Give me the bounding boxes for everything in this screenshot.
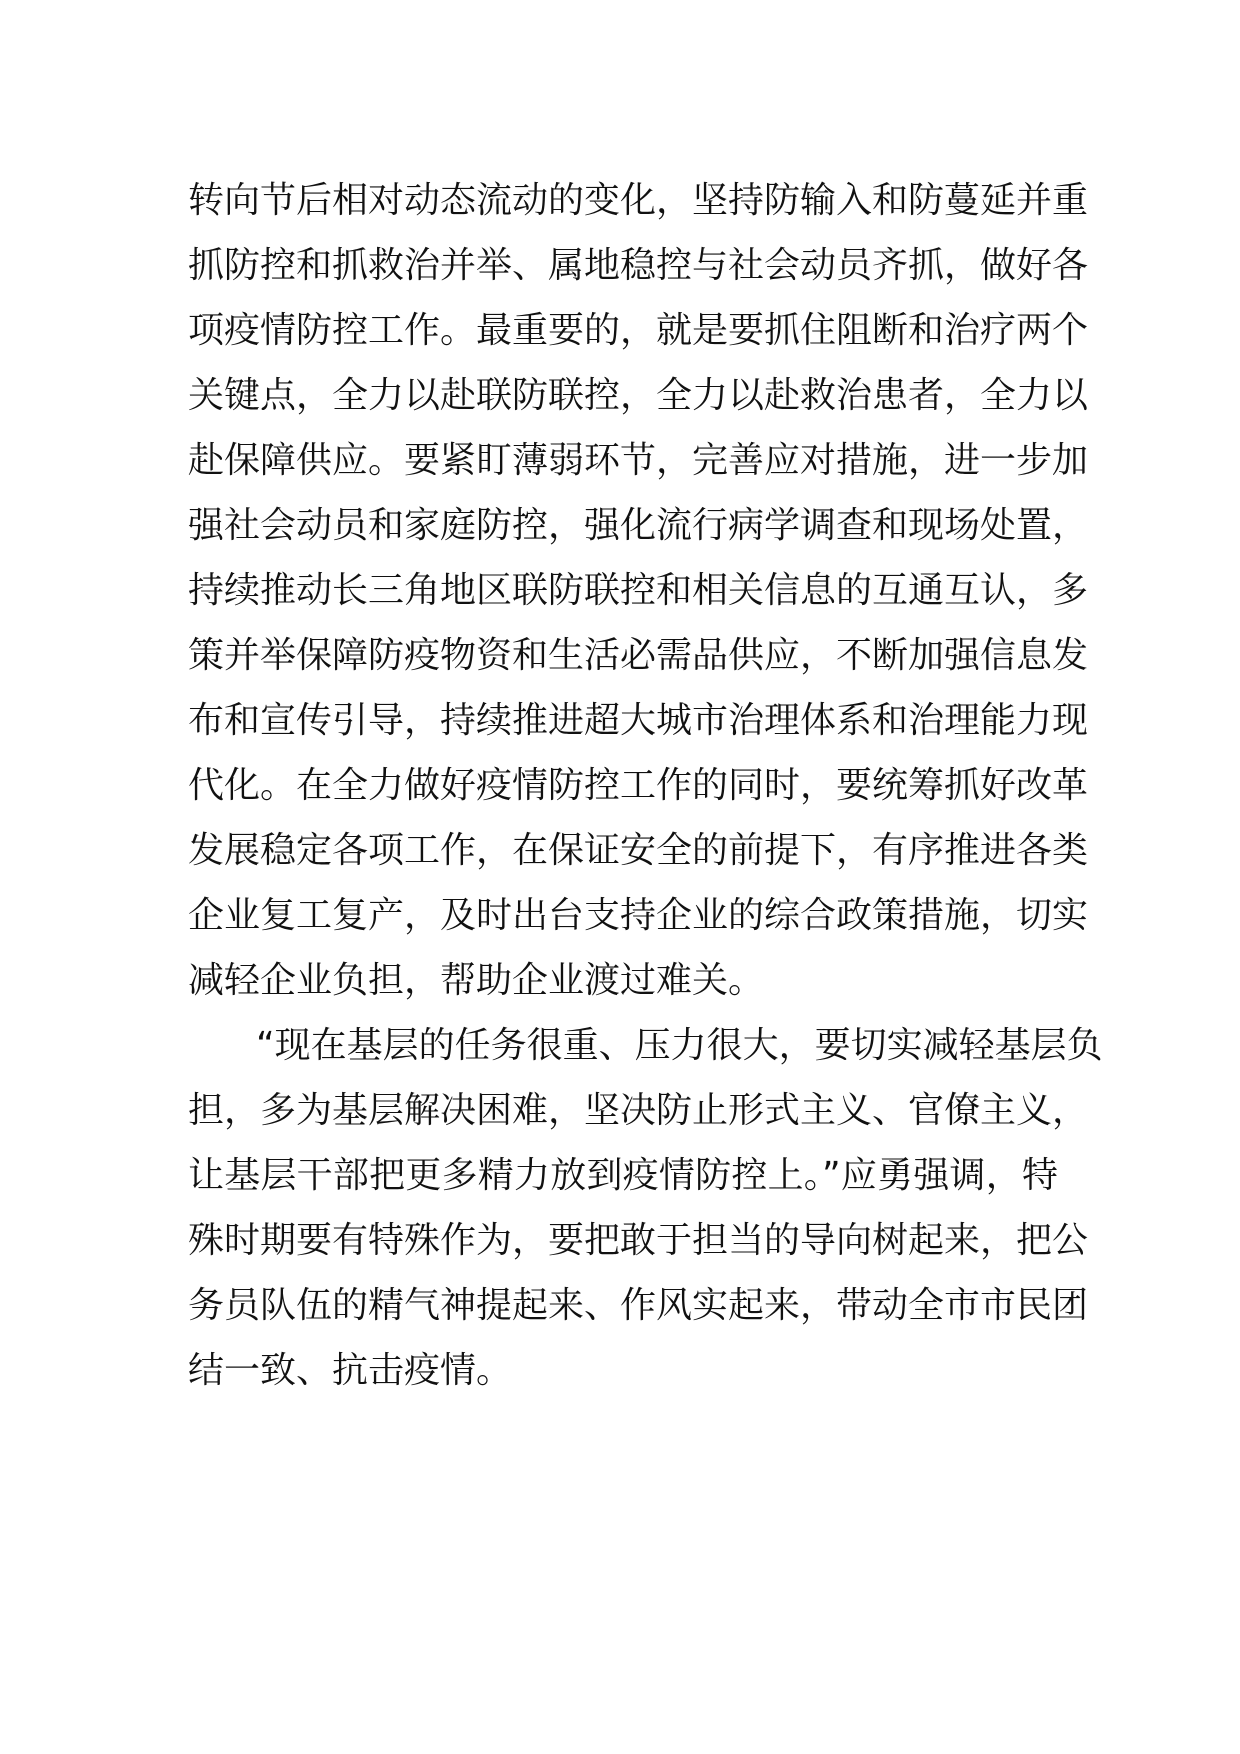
text-line: 强社会动员和家庭防控，强化流行病学调查和现场处置， xyxy=(188,505,1089,546)
text-line: 持续推动长三角地区联防联控和相关信息的互通互认，多 xyxy=(188,570,1089,611)
text-line: 关键点，全力以赴联防联控，全力以赴救治患者，全力以 xyxy=(188,375,1089,416)
text-line: 布和宣传引导，持续推进超大城市治理体系和治理能力现 xyxy=(188,700,1089,741)
paragraph-1 xyxy=(188,168,1089,1013)
text-line: 让基层干部把更多精力放到疫情防控上。”应勇强调，特 xyxy=(188,1155,1058,1196)
text-line: 减轻企业负担，帮助企业渡过难关。 xyxy=(188,960,765,1001)
text-line: 企业复工复产，及时出台支持企业的综合政策措施，切实 xyxy=(188,895,1089,936)
text-line: 发展稳定各项工作，在保证安全的前提下，有序推进各类 xyxy=(188,830,1089,871)
text-line: “现在基层的任务很重、压力很大，要切实减轻基层负 xyxy=(256,1025,1103,1066)
text-line: 策并举保障防疫物资和生活必需品供应，不断加强信息发 xyxy=(188,635,1089,676)
text-line: 赴保障供应。要紧盯薄弱环节，完善应对措施，进一步加 xyxy=(188,440,1089,481)
text-line: 代化。在全力做好疫情防控工作的同时，要统筹抓好改革 xyxy=(188,765,1089,806)
document-body xyxy=(188,168,1103,1403)
text-line: 项疫情防控工作。最重要的，就是要抓住阻断和治疗两个 xyxy=(188,310,1089,351)
text-line: 务员队伍的精气神提起来、作风实起来，带动全市市民团 xyxy=(188,1285,1089,1326)
text-line: 抓防控和抓救治并举、属地稳控与社会动员齐抓，做好各 xyxy=(188,245,1089,286)
text-line: 殊时期要有特殊作为，要把敢于担当的导向树起来，把公 xyxy=(188,1220,1089,1261)
text-line: 转向节后相对动态流动的变化，坚持防输入和防蔓延并重 xyxy=(188,180,1089,221)
paragraph-2 xyxy=(188,1013,1103,1403)
text-line: 结一致、抗击疫情。 xyxy=(188,1350,513,1391)
text-line: 担，多为基层解决困难，坚决防止形式主义、官僚主义， xyxy=(188,1090,1089,1131)
